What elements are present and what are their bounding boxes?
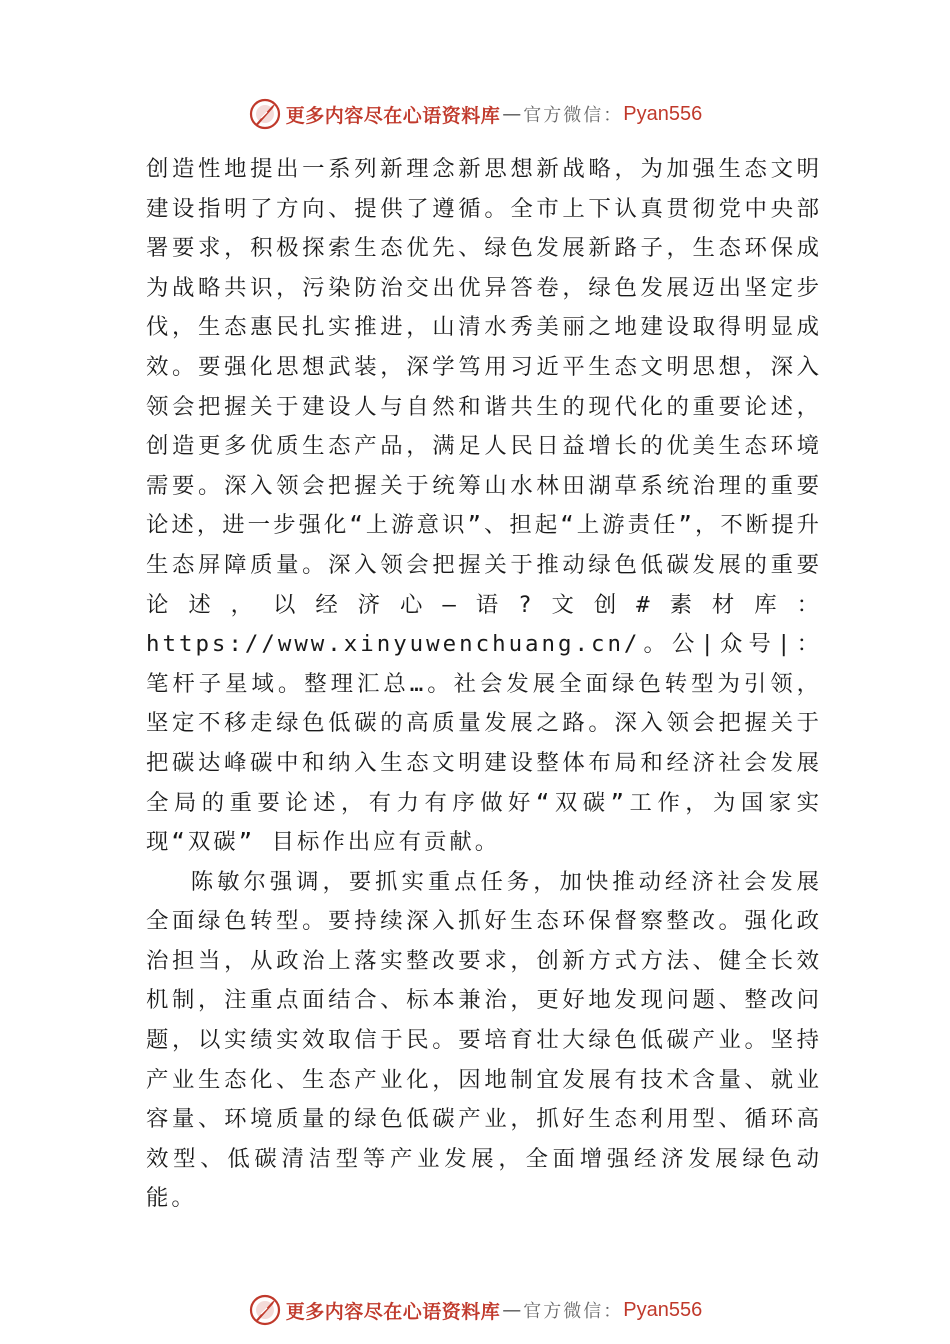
footer-official-label: 官方微信：: [523, 1301, 624, 1322]
document-body: [146, 150, 822, 1219]
header-brand-text: 更多内容尽在心语资料库: [285, 104, 501, 127]
quill-seal-icon: [248, 1293, 282, 1327]
quill-seal-icon: [248, 97, 282, 131]
footer-wechat-id: Pyan556: [623, 1298, 703, 1321]
footer-watermark-banner: [0, 1288, 950, 1332]
body-paragraph-1: 创造性地提出一系列新理念新思想新战略，为加强生态文明建设指明了方向、提供了遵循。全市上下认真贯彻党中央部署要求，积极探索生态优先、绿色发展新路子，生态环保成为战略共识，污染防治交出优异答卷，绿色发展迈出坚定步伐，生态惠民扎实推进，山清水秀美丽之地建设取得明显成效。要强化思想武装，深学笃用习近平生态文明思想，深入领会把握关于建设人与自然和谐共生的现代化的重要论述，创造更多优质生态产品，满足人民日益增长的优美生态环境需要。深入领会把握关于统筹山水林田湖草系统治理的重要论述，进一步强化“上游意识”、担起“上游责任”，不断提升生态屏障质量。深入领会把握关于推动绿色低碳发展的重要论述，以经济心—语?文创#素材库：https://www.xinyuwenchuang.cn/。公|众号|：笔杆子星域。整理汇总…。社会发展全面绿色转型为引领，坚定不移走绿色低碳的高质量发展之路。深入领会把握关于把碳达峰碳中和纳入生态文明建设整体布局和经济社会发展全局的重要论述，有力有序做好“双碳”工作，为国家实现“双碳” 目标作出应有贡献。: [146, 156, 822, 856]
header-official-label: 官方微信：: [523, 105, 624, 126]
footer-dash: —: [502, 1299, 522, 1321]
body-paragraph-2: 陈敏尔强调，要抓实重点任务，加快推动经济社会发展全面绿色转型。要持续深入抓好生态环保督察整改。强化政治担当，从政治上落实整改要求，创新方式方法、健全长效机制，注重点面结合、标本兼治，更好地发现问题、整改问题，以实绩实效取信于民。要培育壮大绿色低碳产业。坚持产业生态化、生态产业化，因地制宜发展有技术含量、就业容量、环境质量的绿色低碳产业，抓好生态利用型、循环高效型、低碳清洁型等产业发展，全面增强经济发展绿色动能。: [146, 868, 822, 1212]
header-dash: —: [502, 103, 522, 125]
footer-brand-text: 更多内容尽在心语资料库: [285, 1300, 501, 1323]
header-wechat-id: Pyan556: [623, 102, 703, 125]
header-watermark-banner: [0, 92, 950, 136]
